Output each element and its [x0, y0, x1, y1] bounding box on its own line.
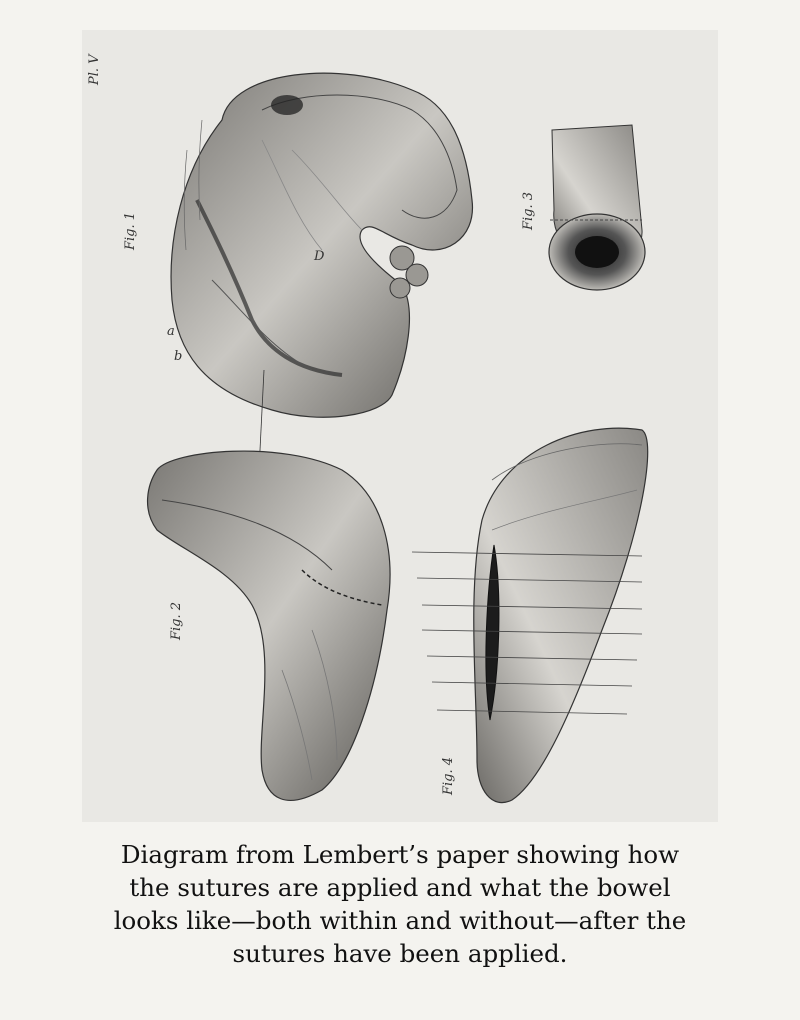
caption-line: Diagram from Lembert’s paper showing how: [120, 840, 680, 869]
fig-4-bowel: [474, 428, 648, 802]
fig-1-label: Fig. 1: [123, 211, 138, 250]
fig-3-bowel-end: [549, 125, 645, 290]
plate-number: Pl. V: [87, 54, 102, 85]
fig-4-label: Fig. 4: [441, 756, 456, 795]
fig-3-label: Fig. 3: [521, 191, 536, 230]
caption-line: looks like—both within and without—after the: [113, 906, 687, 935]
svg-text:D: D: [314, 249, 325, 264]
caption-line: sutures have been applied.: [232, 939, 568, 968]
fig-2-label: Fig. 2: [169, 601, 184, 640]
anatomical-plate: [82, 30, 718, 822]
svg-text:a: a: [167, 324, 175, 339]
caption-line: the sutures are applied and what the bowel: [129, 873, 671, 902]
svg-text:b: b: [174, 349, 183, 364]
plate-illustration: [82, 30, 718, 822]
fig-1-bowel: [167, 73, 472, 417]
figure-caption: [30, 838, 770, 970]
